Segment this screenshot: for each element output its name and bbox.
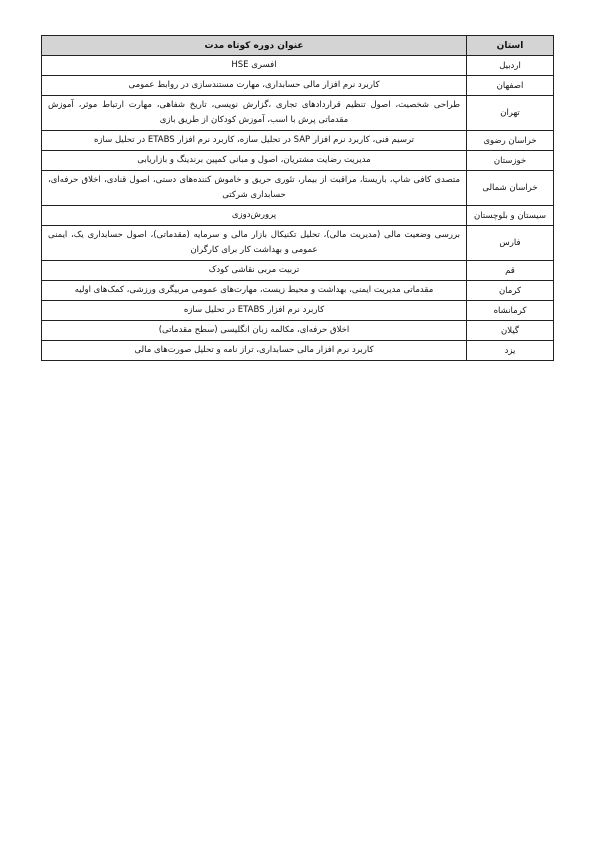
course-cell: بررسی وضعیت مالی (مدیریت مالی)، تحلیل تکنیکال بازار مالی و سرمایه (مقدماتی)، اصول حسابداری یک، ایمنی عمومی و بهداشت کار برای کارگران — [42, 226, 467, 261]
table-row — [42, 96, 554, 131]
course-cell: کاربرد نرم افزار مالی حسابداری، تراز نامه و تحلیل صورت‌های مالی — [42, 341, 467, 361]
province-cell: خوزستان — [467, 151, 554, 171]
courses-table — [41, 35, 554, 361]
province-cell: اردبیل — [467, 56, 554, 76]
header-province: استان — [467, 36, 554, 56]
course-cell: افسری HSE — [42, 56, 467, 76]
table-row — [42, 151, 554, 171]
table-row — [42, 131, 554, 151]
province-cell: یزد — [467, 341, 554, 361]
table-row — [42, 76, 554, 96]
table-row — [42, 261, 554, 281]
province-cell: فارس — [467, 226, 554, 261]
province-cell: کرمان — [467, 281, 554, 301]
province-cell: گیلان — [467, 321, 554, 341]
course-cell: کاربرد نرم افزار ETABS در تحلیل سازه — [42, 301, 467, 321]
course-cell: کاربرد نرم افزار مالی حسابداری، مهارت مستندسازی در روابط عمومی — [42, 76, 467, 96]
province-cell: کرمانشاه — [467, 301, 554, 321]
course-cell: مقدماتی مدیریت ایمنی، بهداشت و محیط زیست، مهارت‌های عمومی مربیگری ورزشی، کمک‌های اولیه — [42, 281, 467, 301]
course-cell: تربیت مربی نقاشی کودک — [42, 261, 467, 281]
table-row — [42, 341, 554, 361]
province-cell: خراسان شمالی — [467, 171, 554, 206]
province-cell: سیستان و بلوچستان — [467, 206, 554, 226]
table-header-row — [42, 36, 554, 56]
course-cell: اخلاق حرفه‌ای، مکالمه زبان انگلیسی (سطح مقدماتی) — [42, 321, 467, 341]
table-row — [42, 321, 554, 341]
province-cell: خراسان رضوی — [467, 131, 554, 151]
header-course: عنوان دوره کوتاه مدت — [42, 36, 467, 56]
course-cell: متصدی کافی شاپ، باریستا، مراقبت از بیمار، تئوری حریق و خاموش کننده‌های دستی، اصول قنادی، اخلاق حرفه‌ای، حسابداری شرکتی — [42, 171, 467, 206]
province-cell: اصفهان — [467, 76, 554, 96]
course-cell: پرورش‌دوزی — [42, 206, 467, 226]
table-row — [42, 226, 554, 261]
table-row — [42, 206, 554, 226]
course-cell: ترسیم فنی، کاربرد نرم افزار SAP در تحلیل سازه، کاربرد نرم افزار ETABS در تحلیل سازه — [42, 131, 467, 151]
course-cell: طراحی شخصیت، اصول تنظیم قراردادهای تجاری ،گزارش نویسی، تاریخ شفاهی، مهارت ارتباط موثر، آموزش مقدماتی پرش با اسب، آموزش کودکان از طریق بازی — [42, 96, 467, 131]
province-cell: تهران — [467, 96, 554, 131]
course-cell: مدیریت رضایت مشتریان، اصول و مبانی کمپین برندینگ و بازاریابی — [42, 151, 467, 171]
table-row — [42, 301, 554, 321]
table-row — [42, 171, 554, 206]
table-row — [42, 281, 554, 301]
province-cell: قم — [467, 261, 554, 281]
table-row — [42, 56, 554, 76]
